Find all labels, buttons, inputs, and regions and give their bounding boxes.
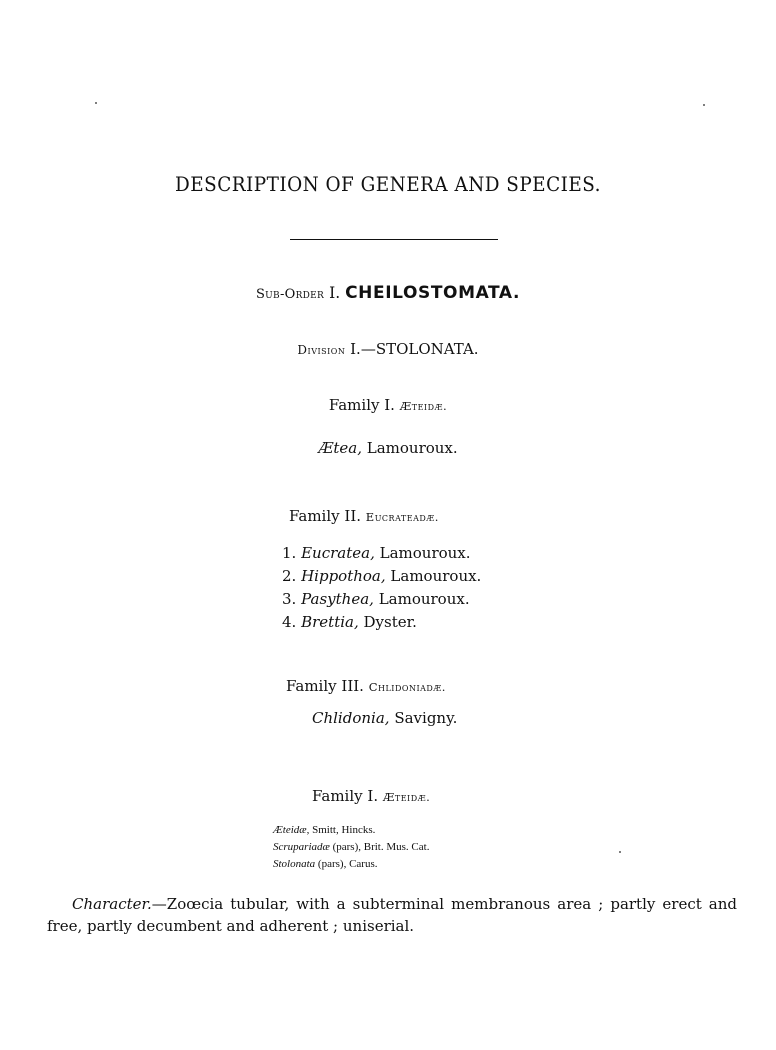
genus-name: Brettia,: [301, 613, 359, 631]
character-label: Character.: [72, 895, 152, 913]
synonym-name: Scrupariadæ: [273, 841, 330, 853]
family2-genera-list: [282, 542, 481, 634]
character-line-2: free, partly decumbent and adherent ; uniserial.: [47, 917, 415, 935]
genus-name: Chlidonia,: [312, 709, 390, 727]
family3-label: Family III.: [286, 677, 364, 695]
list-item-number: 3.: [282, 590, 297, 608]
list-item-number: 4.: [282, 613, 297, 631]
suborder-name: CHEILOSTOMATA.: [345, 283, 521, 303]
character-line-1: [47, 893, 737, 915]
genus-name: Pasythea,: [301, 590, 374, 608]
family1-genus: [0, 439, 776, 457]
family2-label: Family II.: [289, 507, 362, 525]
family2-heading: [289, 507, 439, 525]
list-item: [282, 565, 481, 588]
family3-genus: [312, 709, 457, 727]
list-item: [282, 542, 481, 565]
synonym-citation: (pars), Carus.: [317, 858, 378, 870]
synonym-citation: Smitt, Hincks.: [312, 824, 376, 836]
family1-detail-label: Family I.: [312, 787, 379, 805]
genus-author: Lamouroux.: [379, 544, 471, 562]
genus-author: Lamouroux.: [378, 590, 470, 608]
genus-author: Lamouroux.: [390, 567, 482, 585]
synonym-name: Æteidæ,: [273, 824, 310, 836]
family2-name: Eucrateadæ.: [365, 510, 439, 524]
character-paragraph: [47, 893, 737, 937]
synonym-line: [273, 839, 429, 856]
genus-author: Dyster.: [363, 613, 417, 631]
synonym-name: Stolonata: [273, 858, 316, 870]
division-prefix: Division: [297, 343, 346, 357]
synonym-citation: (pars), Brit. Mus. Cat.: [332, 841, 430, 853]
suborder-numeral: I.: [329, 284, 341, 302]
genus-author: Lamouroux.: [366, 439, 458, 457]
division-name: I.—STOLONATA.: [350, 340, 479, 358]
genus-name: Eucratea,: [301, 544, 375, 562]
family1-name: Æteidæ.: [399, 399, 448, 413]
family3-heading: [286, 677, 446, 695]
family3-name: Chlidoniadæ.: [368, 680, 446, 694]
division-heading: [0, 340, 776, 358]
title-divider: [290, 239, 498, 240]
list-item: [282, 611, 481, 634]
suborder-heading: [0, 283, 776, 303]
genus-name: Ætea,: [318, 439, 362, 457]
page-title: DESCRIPTION OF GENERA AND SPECIES.: [175, 172, 601, 196]
page-speck: [619, 851, 621, 853]
list-item-number: 1.: [282, 544, 297, 562]
page-speck: [703, 104, 705, 106]
list-item-number: 2.: [282, 567, 297, 585]
family1-heading: [0, 396, 776, 414]
family1-detail-heading: [312, 787, 430, 805]
synonym-line: [273, 856, 429, 873]
family1-detail-name: Æteidæ.: [382, 790, 431, 804]
suborder-prefix: Sub-Order: [255, 287, 325, 302]
family1-label: Family I.: [328, 396, 395, 414]
synonym-line: [273, 822, 429, 839]
genus-name: Hippothoa,: [301, 567, 386, 585]
character-text-1: —Zoœcia tubular, with a subterminal membranous area ; partly erect and: [151, 895, 737, 913]
synonymy-list: [273, 822, 429, 873]
page-speck: [95, 102, 97, 104]
list-item: [282, 588, 481, 611]
genus-author: Savigny.: [394, 709, 458, 727]
